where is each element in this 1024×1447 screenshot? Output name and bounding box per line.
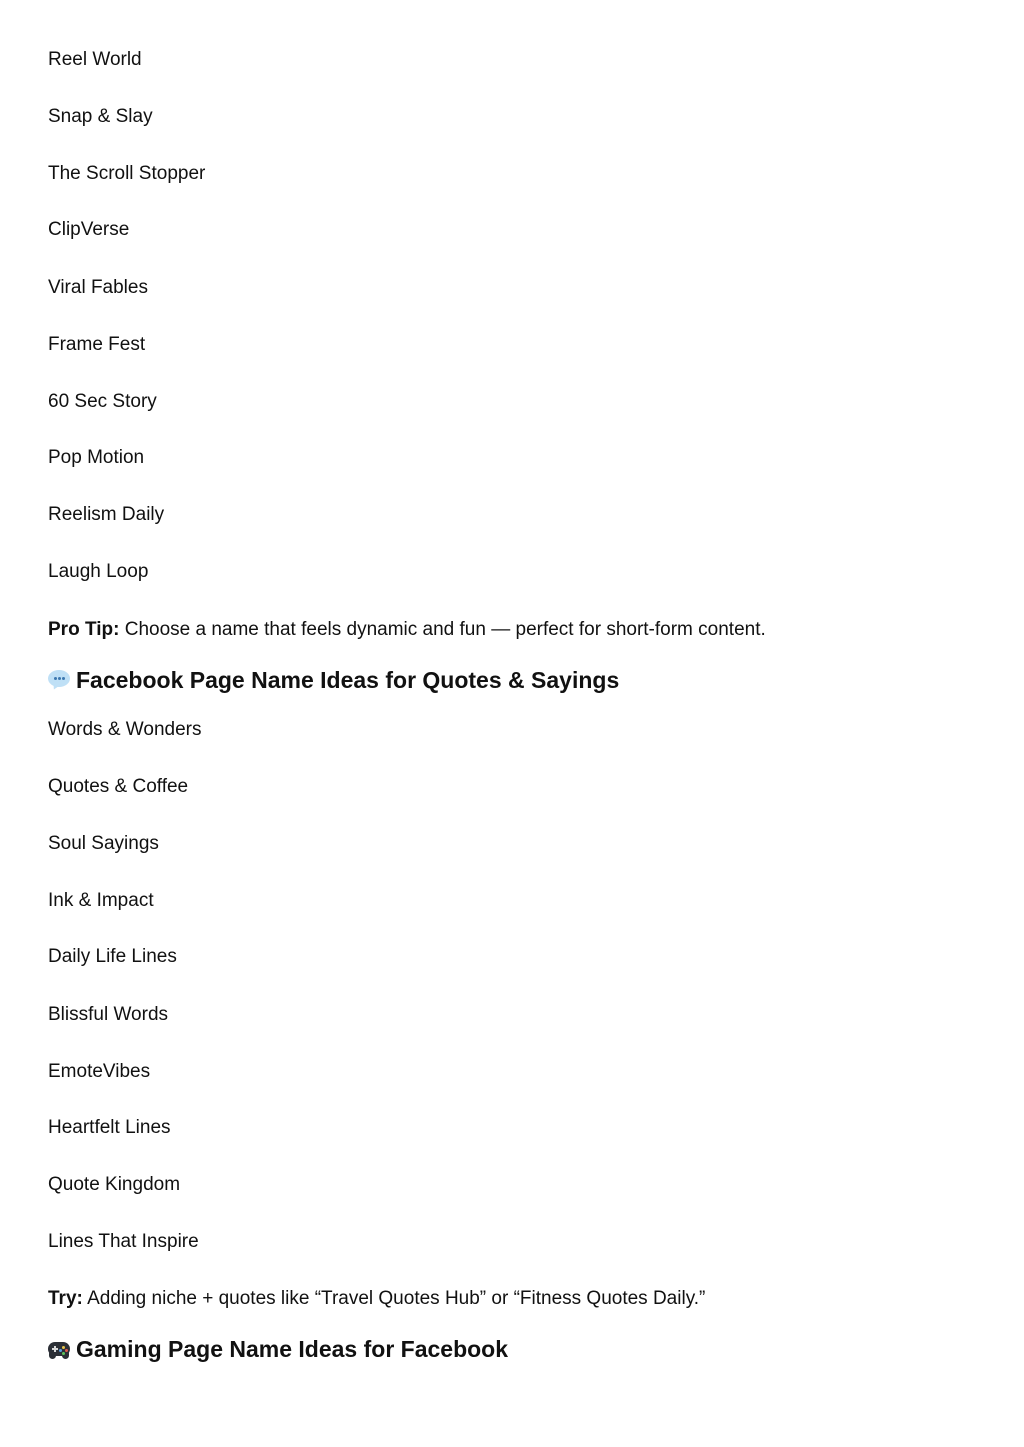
try-tip-text: Adding niche + quotes like “Travel Quotes Hub” or “Fitness Quotes Daily.” — [82, 1288, 706, 1309]
list-item: EmoteVibes — [48, 1061, 151, 1082]
list-item: 60 Sec Story — [48, 391, 157, 412]
list-item: Ink & Impact — [48, 890, 154, 911]
gamepad-icon — [48, 1338, 70, 1360]
pro-tip-label: Pro Tip: — [48, 619, 120, 640]
list-item: Quote Kingdom — [48, 1174, 181, 1195]
try-tip-label: Try: — [48, 1288, 83, 1309]
list-item: Viral Fables — [48, 277, 148, 298]
list-item: Pop Motion — [48, 447, 145, 468]
pro-tip-text: Choose a name that feels dynamic and fun — perfect for short-form content. — [119, 619, 766, 640]
list-item: Frame Fest — [48, 334, 146, 355]
list-item: Daily Life Lines — [48, 946, 177, 967]
list-item: Laugh Loop — [48, 561, 149, 582]
speech-bubble-icon — [48, 669, 70, 691]
section-heading-gaming — [48, 1334, 508, 1364]
list-item: Snap & Slay — [48, 106, 153, 127]
list-item: Blissful Words — [48, 1004, 169, 1025]
section-title: Gaming Page Name Ideas for Facebook — [76, 1336, 509, 1362]
pro-tip — [48, 618, 766, 642]
list-item: Reelism Daily — [48, 504, 165, 525]
try-tip — [48, 1287, 705, 1311]
list-item: Words & Wonders — [48, 719, 202, 740]
section-title: Facebook Page Name Ideas for Quotes & Sayings — [76, 667, 620, 693]
list-item: Reel World — [48, 49, 142, 70]
list-item: ClipVerse — [48, 219, 130, 240]
section-heading-quotes — [48, 665, 619, 695]
list-item: Quotes & Coffee — [48, 776, 189, 797]
list-item: Soul Sayings — [48, 833, 159, 854]
list-item: Lines That Inspire — [48, 1231, 199, 1252]
list-item: The Scroll Stopper — [48, 163, 206, 184]
list-item: Heartfelt Lines — [48, 1117, 171, 1138]
